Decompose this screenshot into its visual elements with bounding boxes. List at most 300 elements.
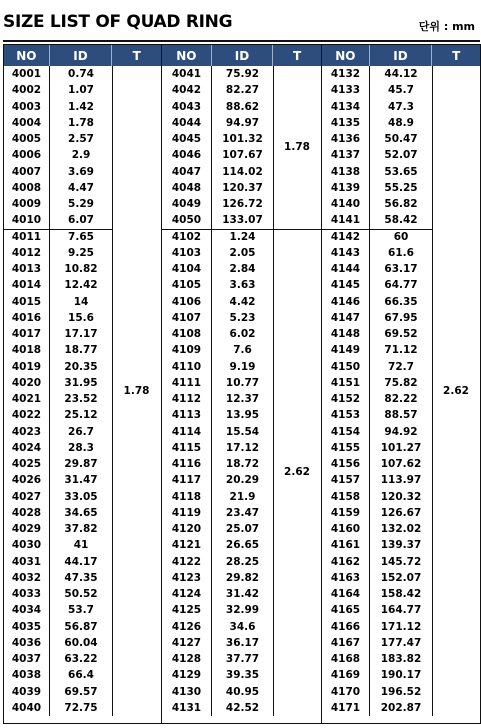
header-id: ID xyxy=(212,45,274,66)
cell-id: 2.84 xyxy=(212,261,274,277)
cell-id: 94.92 xyxy=(370,424,433,440)
cell-id: 5.23 xyxy=(212,310,274,326)
table-row xyxy=(322,294,433,310)
cell-no: 4160 xyxy=(322,521,370,537)
table-row xyxy=(162,521,274,537)
cell-id: 52.07 xyxy=(370,147,433,163)
table-row xyxy=(322,310,433,326)
table-row xyxy=(162,407,274,423)
table-row xyxy=(4,635,113,651)
table-row xyxy=(4,196,113,212)
cell-id: 1.78 xyxy=(50,115,113,131)
header-no: NO xyxy=(322,45,370,66)
cell-no: 4139 xyxy=(322,180,370,196)
cell-id: 3.69 xyxy=(50,164,113,180)
cell-id: 120.37 xyxy=(212,180,274,196)
table-row xyxy=(322,407,433,423)
table-row xyxy=(322,326,433,342)
cell-no: 4020 xyxy=(4,375,50,391)
cell-id: 53.65 xyxy=(370,164,433,180)
cell-no: 4109 xyxy=(162,342,212,358)
cell-id: 12.37 xyxy=(212,391,274,407)
table-row xyxy=(322,375,433,391)
cell-id: 202.87 xyxy=(370,700,433,716)
cell-no: 4146 xyxy=(322,294,370,310)
table-row xyxy=(322,554,433,570)
cell-id: 72.75 xyxy=(50,700,113,716)
cell-id: 37.77 xyxy=(212,651,274,667)
table-group-3 xyxy=(321,44,481,724)
cell-id: 32.99 xyxy=(212,602,274,618)
cell-id: 12.42 xyxy=(50,277,113,293)
cell-no: 4041 xyxy=(162,66,212,82)
cell-no: 4044 xyxy=(162,115,212,131)
table-row xyxy=(162,82,274,98)
cell-id: 28.25 xyxy=(212,554,274,570)
table-row xyxy=(4,277,113,293)
table-row xyxy=(162,66,274,82)
cell-id: 18.77 xyxy=(50,342,113,358)
table-body xyxy=(322,66,480,723)
cell-id: 29.82 xyxy=(212,570,274,586)
table-row xyxy=(162,700,274,716)
table-row xyxy=(162,326,274,342)
cell-no: 4119 xyxy=(162,505,212,521)
table-row xyxy=(322,537,433,553)
table-row xyxy=(4,164,113,180)
table-row xyxy=(4,537,113,553)
cell-no: 4105 xyxy=(162,277,212,293)
cell-id: 88.62 xyxy=(212,99,274,115)
table-row xyxy=(322,180,433,196)
cell-id: 47.3 xyxy=(370,99,433,115)
cell-no: 4114 xyxy=(162,424,212,440)
cell-id: 120.32 xyxy=(370,489,433,505)
cell-no: 4161 xyxy=(322,537,370,553)
cell-no: 4012 xyxy=(4,245,50,261)
cell-no: 4006 xyxy=(4,147,50,163)
cell-id: 13.95 xyxy=(212,407,274,423)
cell-id: 164.77 xyxy=(370,602,433,618)
table-row xyxy=(162,472,274,488)
table-row xyxy=(162,375,274,391)
cell-id: 21.9 xyxy=(212,489,274,505)
table-row xyxy=(4,391,113,407)
cell-no: 4011 xyxy=(4,229,50,245)
cell-id: 196.52 xyxy=(370,684,433,700)
cell-no: 4021 xyxy=(4,391,50,407)
cell-no: 4047 xyxy=(162,164,212,180)
cell-no: 4143 xyxy=(322,245,370,261)
cell-no: 4157 xyxy=(322,472,370,488)
cell-no: 4133 xyxy=(322,82,370,98)
cell-id: 44.12 xyxy=(370,66,433,82)
table-row xyxy=(322,212,433,228)
table-row xyxy=(4,505,113,521)
cell-id: 82.22 xyxy=(370,391,433,407)
cell-no: 4128 xyxy=(162,651,212,667)
table-row xyxy=(4,619,113,635)
cell-id: 9.19 xyxy=(212,359,274,375)
table-row xyxy=(322,456,433,472)
cell-id: 40.95 xyxy=(212,684,274,700)
table-row xyxy=(322,229,433,245)
table-row xyxy=(4,229,113,245)
cell-no: 4126 xyxy=(162,619,212,635)
cell-no: 4152 xyxy=(322,391,370,407)
cell-no: 4038 xyxy=(4,667,50,683)
cell-no: 4118 xyxy=(162,489,212,505)
cell-id: 44.17 xyxy=(50,554,113,570)
cell-no: 4112 xyxy=(162,391,212,407)
table-row xyxy=(4,554,113,570)
cell-no: 4151 xyxy=(322,375,370,391)
table-row xyxy=(162,115,274,131)
cell-no: 4016 xyxy=(4,310,50,326)
cell-id: 20.29 xyxy=(212,472,274,488)
cell-no: 4155 xyxy=(322,440,370,456)
cell-no: 4121 xyxy=(162,537,212,553)
table-row xyxy=(162,180,274,196)
cell-no: 4111 xyxy=(162,375,212,391)
cell-id: 4.47 xyxy=(50,180,113,196)
table-row xyxy=(4,424,113,440)
table-row xyxy=(322,635,433,651)
cell-id: 17.12 xyxy=(212,440,274,456)
cell-no: 4123 xyxy=(162,570,212,586)
cell-id: 2.9 xyxy=(50,147,113,163)
cell-no: 4148 xyxy=(322,326,370,342)
cell-id: 29.87 xyxy=(50,456,113,472)
cell-id: 82.27 xyxy=(212,82,274,98)
cell-no: 4132 xyxy=(322,66,370,82)
table-row xyxy=(4,310,113,326)
table-row xyxy=(4,472,113,488)
cell-no: 4166 xyxy=(322,619,370,635)
cell-id: 26.65 xyxy=(212,537,274,553)
cell-id: 158.42 xyxy=(370,586,433,602)
cell-no: 4018 xyxy=(4,342,50,358)
cell-no: 4015 xyxy=(4,294,50,310)
header-no: NO xyxy=(4,45,50,66)
cell-no: 4158 xyxy=(322,489,370,505)
cell-id: 69.52 xyxy=(370,326,433,342)
table-row xyxy=(322,245,433,261)
table-row xyxy=(162,440,274,456)
cell-id: 50.47 xyxy=(370,131,433,147)
cell-id: 114.02 xyxy=(212,164,274,180)
header-no: NO xyxy=(162,45,212,66)
cell-no: 4162 xyxy=(322,554,370,570)
table-row xyxy=(162,570,274,586)
cell-id: 15.54 xyxy=(212,424,274,440)
cell-no: 4028 xyxy=(4,505,50,521)
table-row xyxy=(4,407,113,423)
cell-id: 7.6 xyxy=(212,342,274,358)
cell-id: 66.35 xyxy=(370,294,433,310)
cell-id: 71.12 xyxy=(370,342,433,358)
table-row xyxy=(162,537,274,553)
cell-no: 4010 xyxy=(4,212,50,228)
table-row xyxy=(162,277,274,293)
cell-no: 4141 xyxy=(322,212,370,228)
cell-id: 75.82 xyxy=(370,375,433,391)
cell-no: 4127 xyxy=(162,635,212,651)
table-row xyxy=(162,424,274,440)
cell-no: 4153 xyxy=(322,407,370,423)
document-title: SIZE LIST OF QUAD RING xyxy=(3,12,233,32)
cell-id: 31.42 xyxy=(212,586,274,602)
cell-no: 4025 xyxy=(4,456,50,472)
table-row xyxy=(322,472,433,488)
table-row xyxy=(162,261,274,277)
cell-id: 190.17 xyxy=(370,667,433,683)
table-row xyxy=(4,375,113,391)
table-row xyxy=(4,99,113,115)
table-row xyxy=(322,131,433,147)
header-t: T xyxy=(452,48,461,63)
cell-id: 6.02 xyxy=(212,326,274,342)
table-row xyxy=(4,667,113,683)
table-row xyxy=(322,602,433,618)
table-row xyxy=(162,619,274,635)
cell-no: 4048 xyxy=(162,180,212,196)
cell-no: 4165 xyxy=(322,602,370,618)
table-row xyxy=(322,277,433,293)
cell-id: 58.42 xyxy=(370,212,433,228)
header-id: ID xyxy=(50,45,113,66)
cell-t: 1.78 xyxy=(123,385,150,397)
cell-no: 4144 xyxy=(322,261,370,277)
table-row xyxy=(162,391,274,407)
cell-id: 31.47 xyxy=(50,472,113,488)
cell-no: 4134 xyxy=(322,99,370,115)
cell-id: 6.07 xyxy=(50,212,113,228)
section-divider xyxy=(322,229,433,230)
cell-id: 56.82 xyxy=(370,196,433,212)
table-row xyxy=(322,261,433,277)
cell-no: 4169 xyxy=(322,667,370,683)
cell-id: 17.17 xyxy=(50,326,113,342)
table-row xyxy=(162,489,274,505)
cell-no: 4032 xyxy=(4,570,50,586)
cell-no: 4104 xyxy=(162,261,212,277)
cell-id: 107.62 xyxy=(370,456,433,472)
cell-id: 63.22 xyxy=(50,651,113,667)
table-row xyxy=(4,82,113,98)
cell-id: 23.47 xyxy=(212,505,274,521)
cell-id: 64.77 xyxy=(370,277,433,293)
cell-no: 4115 xyxy=(162,440,212,456)
cell-no: 4017 xyxy=(4,326,50,342)
table-row xyxy=(4,651,113,667)
cell-no: 4163 xyxy=(322,570,370,586)
cell-no: 4171 xyxy=(322,700,370,716)
table-row xyxy=(4,212,113,228)
table-header xyxy=(322,45,480,66)
table-row xyxy=(162,229,274,245)
table-row xyxy=(4,570,113,586)
cell-no: 4008 xyxy=(4,180,50,196)
cell-no: 4124 xyxy=(162,586,212,602)
cell-no: 4129 xyxy=(162,667,212,683)
table-row xyxy=(4,700,113,716)
cell-id: 20.35 xyxy=(50,359,113,375)
table-row xyxy=(322,82,433,98)
table-row xyxy=(4,521,113,537)
cell-id: 48.9 xyxy=(370,115,433,131)
table-row xyxy=(162,342,274,358)
cell-id: 7.65 xyxy=(50,229,113,245)
cell-id: 1.24 xyxy=(212,229,274,245)
cell-no: 4106 xyxy=(162,294,212,310)
table-row xyxy=(322,586,433,602)
cell-no: 4156 xyxy=(322,456,370,472)
cell-no: 4107 xyxy=(162,310,212,326)
table-body xyxy=(4,66,161,723)
cell-no: 4033 xyxy=(4,586,50,602)
table-row xyxy=(162,684,274,700)
cell-id: 2.05 xyxy=(212,245,274,261)
cell-id: 25.12 xyxy=(50,407,113,423)
cell-no: 4145 xyxy=(322,277,370,293)
table-row xyxy=(322,521,433,537)
cell-id: 113.97 xyxy=(370,472,433,488)
table-row xyxy=(322,66,433,82)
cell-id: 88.57 xyxy=(370,407,433,423)
cell-id: 18.72 xyxy=(212,456,274,472)
table-row xyxy=(162,245,274,261)
table-row xyxy=(162,147,274,163)
table-row xyxy=(4,602,113,618)
cell-id: 1.07 xyxy=(50,82,113,98)
table-row xyxy=(162,586,274,602)
cell-id: 37.82 xyxy=(50,521,113,537)
cell-no: 4137 xyxy=(322,147,370,163)
table-group-2 xyxy=(161,44,322,724)
table-row xyxy=(162,294,274,310)
cell-id: 60 xyxy=(370,229,433,245)
cell-no: 4007 xyxy=(4,164,50,180)
cell-id: 101.32 xyxy=(212,131,274,147)
cell-id: 5.29 xyxy=(50,196,113,212)
cell-id: 69.57 xyxy=(50,684,113,700)
cell-no: 4167 xyxy=(322,635,370,651)
table-row xyxy=(322,619,433,635)
cell-id: 53.7 xyxy=(50,602,113,618)
cell-no: 4168 xyxy=(322,651,370,667)
cell-no: 4023 xyxy=(4,424,50,440)
cell-id: 183.82 xyxy=(370,651,433,667)
table-row xyxy=(162,212,274,228)
table-group-1 xyxy=(3,44,162,724)
cell-id: 101.27 xyxy=(370,440,433,456)
cell-id: 2.57 xyxy=(50,131,113,147)
cell-id: 10.77 xyxy=(212,375,274,391)
cell-no: 4110 xyxy=(162,359,212,375)
table-body xyxy=(162,66,321,723)
table-row xyxy=(322,489,433,505)
table-row xyxy=(4,359,113,375)
header-id: ID xyxy=(370,45,433,66)
cell-id: 133.07 xyxy=(212,212,274,228)
cell-id: 60.04 xyxy=(50,635,113,651)
cell-no: 4036 xyxy=(4,635,50,651)
size-table xyxy=(3,44,480,724)
table-row xyxy=(322,424,433,440)
cell-no: 4150 xyxy=(322,359,370,375)
cell-no: 4122 xyxy=(162,554,212,570)
table-row xyxy=(162,667,274,683)
cell-no: 4043 xyxy=(162,99,212,115)
table-row xyxy=(4,261,113,277)
table-row xyxy=(4,440,113,456)
table-row xyxy=(162,456,274,472)
table-row xyxy=(322,570,433,586)
table-row xyxy=(322,342,433,358)
table-row xyxy=(4,131,113,147)
cell-no: 4014 xyxy=(4,277,50,293)
cell-no: 4138 xyxy=(322,164,370,180)
cell-no: 4136 xyxy=(322,131,370,147)
cell-id: 75.92 xyxy=(212,66,274,82)
cell-no: 4004 xyxy=(4,115,50,131)
table-row xyxy=(322,99,433,115)
table-row xyxy=(162,602,274,618)
cell-no: 4026 xyxy=(4,472,50,488)
cell-id: 177.47 xyxy=(370,635,433,651)
cell-id: 94.97 xyxy=(212,115,274,131)
cell-no: 4125 xyxy=(162,602,212,618)
table-row xyxy=(322,196,433,212)
section-divider xyxy=(162,229,322,230)
table-row xyxy=(322,440,433,456)
cell-no: 4019 xyxy=(4,359,50,375)
table-row xyxy=(162,651,274,667)
table-row xyxy=(162,131,274,147)
table-row xyxy=(162,99,274,115)
table-row xyxy=(4,684,113,700)
cell-no: 4005 xyxy=(4,131,50,147)
cell-id: 72.7 xyxy=(370,359,433,375)
cell-no: 4140 xyxy=(322,196,370,212)
table-row xyxy=(4,489,113,505)
table-row xyxy=(4,147,113,163)
cell-no: 4001 xyxy=(4,66,50,82)
cell-no: 4013 xyxy=(4,261,50,277)
cell-t: 2.62 xyxy=(443,385,469,397)
cell-id: 126.67 xyxy=(370,505,433,521)
cell-id: 63.17 xyxy=(370,261,433,277)
table-row xyxy=(322,164,433,180)
cell-no: 4046 xyxy=(162,147,212,163)
cell-no: 4154 xyxy=(322,424,370,440)
table-row xyxy=(322,700,433,716)
cell-id: 132.02 xyxy=(370,521,433,537)
cell-id: 56.87 xyxy=(50,619,113,635)
cell-id: 67.95 xyxy=(370,310,433,326)
table-row xyxy=(4,245,113,261)
cell-no: 4142 xyxy=(322,229,370,245)
table-row xyxy=(4,586,113,602)
cell-id: 50.52 xyxy=(50,586,113,602)
cell-t: 2.62 xyxy=(284,466,310,479)
cell-no: 4003 xyxy=(4,99,50,115)
table-row xyxy=(4,456,113,472)
cell-id: 171.12 xyxy=(370,619,433,635)
cell-no: 4116 xyxy=(162,456,212,472)
table-row xyxy=(4,66,113,82)
